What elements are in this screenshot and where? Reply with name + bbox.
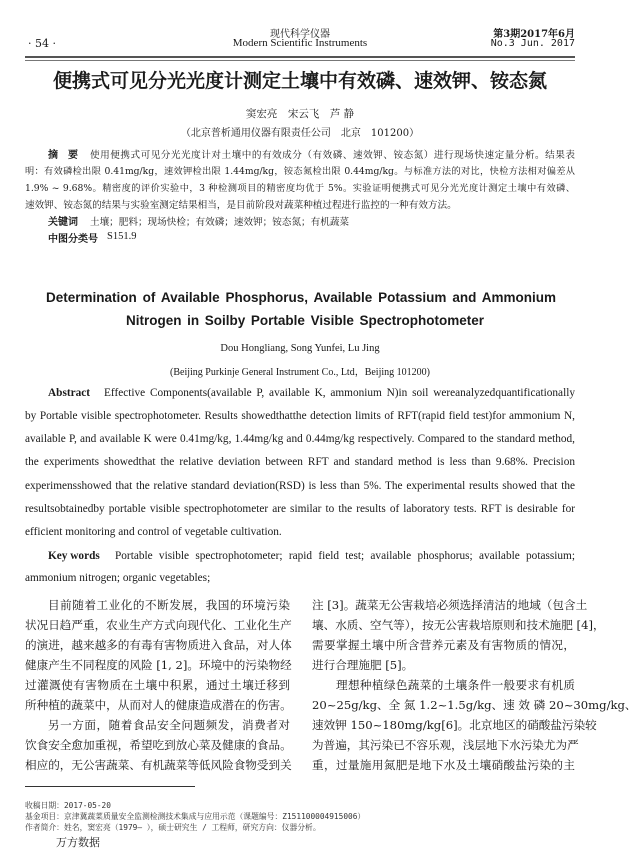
paper-title-en-line: Determination of Available Phosphorus, Available Potassium and Ammonium — [46, 290, 556, 305]
body-line: 需要掌握土壤中所含营养元素及有害物质的情况， — [312, 638, 575, 652]
body-line: 目前随着工业化的不断发展，我国的环境污染 — [48, 598, 290, 612]
body-line: 饮食安全愈加重视，希望吃到放心菜及健康的食品。 — [25, 738, 292, 752]
keywords-en-line: ammonium nitrogen; organic vegetables; — [25, 572, 211, 584]
abstract-en-line: available P, and available K were 0.41mg/kg, 1.44mg/kg and 0.44mg/kg respectively. Compared to the standard method, — [25, 433, 575, 445]
abstract-en-line: Effective Components(available P, available K, ammonium N)in soil wereanalyzedquantificationally — [104, 387, 575, 399]
body-line: 进行合理施肥 [5]。 — [312, 658, 414, 672]
body-line: 速效钾 150~180mg/kg[6]。北京地区的硝酸盐污染较 — [312, 718, 597, 732]
issue-cn: 第3期2017年6月 — [493, 29, 575, 40]
body-line: 状况日趋严重，农业生产方式向现代化、工业化生产 — [25, 618, 292, 632]
paper-title-en-line: Nitrogen in Soilby Portable Visible Spectrophotometer — [126, 313, 484, 328]
class-number-label: 中图分类号 — [48, 234, 98, 245]
abstract-cn-line: 使用便携式可见分光光度计对土壤中的有效成分（有效磷、速效钾、铵态氮）进行现场快速定量分析。结果表 — [90, 150, 575, 161]
keywords-en-label: Key words — [48, 550, 100, 562]
keywords-cn: 土壤；肥料；现场快检；有效磷；速效钾；铵态氮；有机蔬菜 — [90, 217, 350, 228]
footnote-received-date: 收稿日期：2017-05-20 — [25, 801, 111, 810]
keywords-cn-label: 关键词 — [48, 217, 78, 228]
abstract-en-line: the experiments showedthat the relative deviation between RFT and standard method is less than 9.68%. Precision — [25, 456, 575, 468]
abstract-en-label: Abstract — [48, 387, 91, 399]
abstract-cn-line: 1.9% ~ 9.68%。精密度的评价实验中，3 种检测项目的精密度均优于 5%。实验证明便携式可见分光光度计测定土壤中有效磷、 — [25, 183, 575, 194]
wanfang-watermark: 万方数据 — [56, 836, 100, 849]
abstract-en-line: experimensshowed that the relative standard deviation(RSD) is less than 5%. The experimental results showed that the — [25, 480, 575, 492]
header-rule — [25, 56, 575, 58]
body-line: 为普遍，其污染已不容乐观，浅层地下水污染尤为严 — [312, 738, 579, 752]
authors-en: Dou Hongliang, Song Yunfei, Lu Jing — [220, 343, 380, 354]
body-line: 重，过量施用氮肥是地下水及土壤硝酸盐污染的主 — [312, 758, 575, 772]
abstract-en-line: efficient monitoring and control of vegetable cultivation. — [25, 526, 282, 538]
abstract-en-line: by Portable visible spectrophotometer. Results showedthatthe detection limits of RFT(rapid field test)for ammonium N, — [25, 410, 575, 422]
body-line: 健康产生不同程度的风险 [1, 2]。环境中的污染物经 — [25, 658, 292, 672]
body-line: 壤、水质、空气等），按无公害栽培原则和技术施肥 [4]， — [312, 618, 605, 632]
body-line: 相应的，无公害蔬菜、有机蔬菜等低风险食物受到关 — [25, 758, 292, 772]
class-number: S151.9 — [107, 231, 137, 242]
journal-name-en: Modern Scientific Instruments — [232, 37, 368, 49]
body-line: 的演进，越来越多的有毒有害物质进入食品，对人体 — [25, 638, 292, 652]
body-line: 理想种植绿色蔬菜的土壤条件一般要求有机质 — [336, 678, 575, 692]
journal-name-cn: 现代科学仪器 — [270, 29, 330, 40]
paper-title-cn: 便携式可见分光光度计测定土壤中有效磷、速效钾、铵态氮 — [52, 70, 547, 92]
affiliation-en: (Beijing Purkinje General Instrument Co., Ltd，Beijing 101200) — [170, 367, 430, 378]
body-line: 过灌溉使有害物质在土壤中积累，通过土壤迁移到 — [25, 678, 290, 692]
page-number: · 54 · — [28, 37, 56, 50]
body-line: 20~25g/kg、全 氮 1.2~1.5g/kg、速 效 磷 20~30mg/kg、 — [312, 698, 637, 712]
abstract-cn-line: 速效钾、铵态氮的结果与实验室测定结果相当，是目前阶段对蔬菜种植过程进行监控的一种有效方法。 — [25, 200, 457, 211]
footnote-rule — [25, 786, 195, 787]
affiliation-cn: （北京普析通用仪器有限责任公司 北京 101200） — [180, 128, 420, 139]
keywords-en-line: Portable visible spectrophotometer; rapid field test; available phosphorus; available potassium; — [115, 550, 575, 562]
body-line: 注 [3]。蔬菜无公害栽培必须选择清洁的地域（包含土 — [312, 598, 588, 612]
abstract-en-line: resultsobtainedby portable visible spectrophotometer are similar to the results of laboratory tests. RFT is desirable for — [25, 503, 575, 515]
body-line: 所种植的蔬菜中，从而对人的健康造成潜在的伤害。 — [25, 698, 292, 712]
footnote-author-bio: 作者简介：姓名，窦宏亮（1979— ），硕士研究生 / 工程师，研究方向：仪器分析。 — [25, 823, 321, 832]
authors-cn: 窦宏亮 宋云飞 芦 静 — [245, 108, 355, 120]
abstract-cn-label: 摘 要 — [48, 150, 78, 161]
footnote-funding: 基金项目：京津冀蔬菜质量安全监测检测技术集成与应用示范（课题编号：Z151100004915006） — [25, 812, 366, 821]
body-line: 另一方面，随着食品安全问题频发，消费者对 — [48, 718, 290, 732]
header-rule-thin — [25, 60, 575, 61]
issue-en: No.3 Jun. 2017 — [490, 38, 575, 49]
abstract-cn-line: 明：有效磷检出限 0.41mg/kg，速效钾检出限 1.44mg/kg，铵态氮检出限 0.44mg/kg。与标准方法的对比，快检方法相对偏差从 — [25, 166, 575, 177]
